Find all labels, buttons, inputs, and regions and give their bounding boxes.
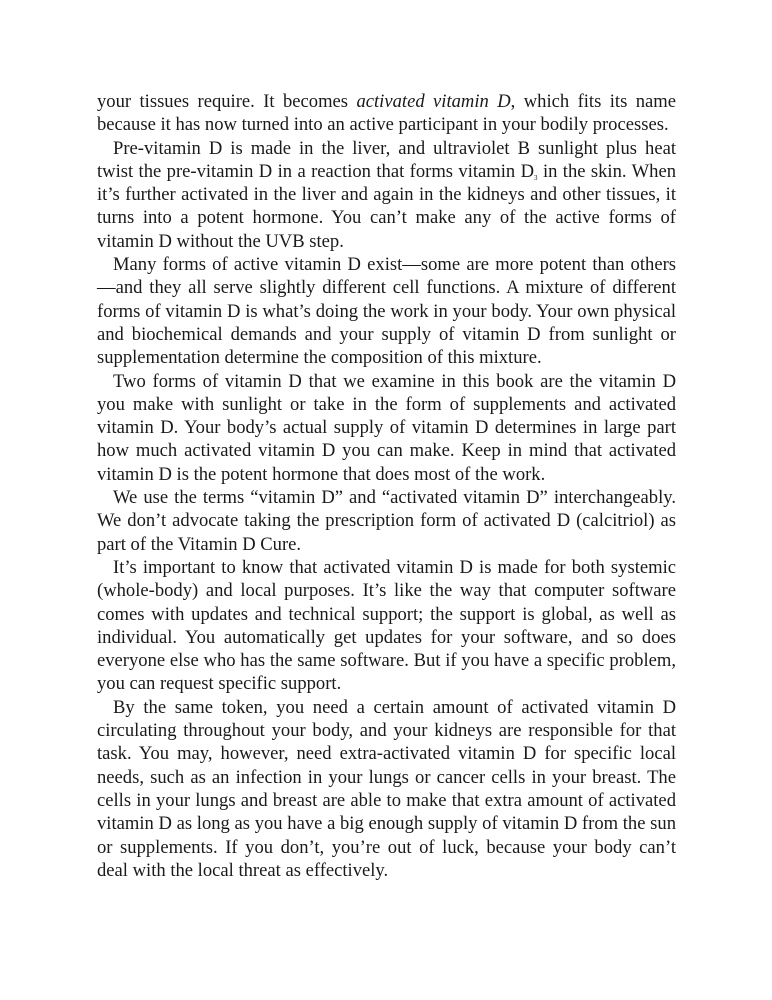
paragraph [97, 253, 676, 369]
page-body [97, 90, 676, 882]
paragraph [97, 556, 676, 696]
paragraph [97, 90, 676, 137]
text-run: Two forms of vitamin D that we examine in this book are the vitamin D you make with sunlight or take in the form of supplements and activated vitamin D. Your body’s actual supply of vitamin D determines in large part how much activated vitamin D you can make. Keep in mind that activated vitamin D is the potent hormone that does most of the work. [97, 370, 676, 485]
text-run: , which fits its name because it has now turned into an active participant in your bodily processes. [97, 91, 676, 136]
paragraph [97, 486, 676, 556]
paragraph [97, 696, 676, 882]
text-run: Pre-vitamin D is made in the liver, and ultraviolet B sunlight plus heat twist the pre-vitamin D in a reaction that forms vitamin D [97, 137, 676, 182]
subscript: 3 [534, 173, 538, 182]
paragraph [97, 370, 676, 486]
italic-term: activated vitamin D [356, 91, 511, 112]
text-run: Many forms of active vitamin D exist—some are more potent than others—and they all serve slightly different cell functions. A mixture of different forms of vitamin D is what’s doing the work in your body. Your own physical and biochemical demands and your supply of vitamin D from sunlight or supplementation determine the composition of this mixture. [97, 254, 676, 369]
text-run: We use the terms “vitamin D” and “activated vitamin D” interchangeably. We don’t advocate taking the prescription form of activated D (calcitriol) as part of the Vitamin D Cure. [97, 487, 676, 555]
text-run: your tissues require. It becomes [97, 91, 357, 112]
text-run: in the skin. When it’s further activated in the liver and again in the kidneys and other tissues, it turns into a potent hormone. You can’t make any of the active forms of vitamin D without the UVB step. [97, 160, 676, 252]
text-run: By the same token, you need a certain amount of activated vitamin D circulating throughout your body, and your kidneys are responsible for that task. You may, however, need extra-activated vitamin D for specific local needs, such as an infection in your lungs or cancer cells in your breast. The cells in your lungs and breast are able to make that extra amount of activated vitamin D as long as you have a big enough supply of vitamin D from the sun or supplements. If you don’t, you’re out of luck, because your body can’t deal with the local threat as effectively. [97, 696, 676, 881]
paragraph [97, 137, 676, 253]
text-run: It’s important to know that activated vitamin D is made for both systemic (whole-body) and local purposes. It’s like the way that computer software comes with updates and technical support; the support is global, as well as individual. You automatically get updates for your software, and so does everyone else who has the same software. But if you have a specific problem, you can request specific support. [97, 556, 676, 695]
